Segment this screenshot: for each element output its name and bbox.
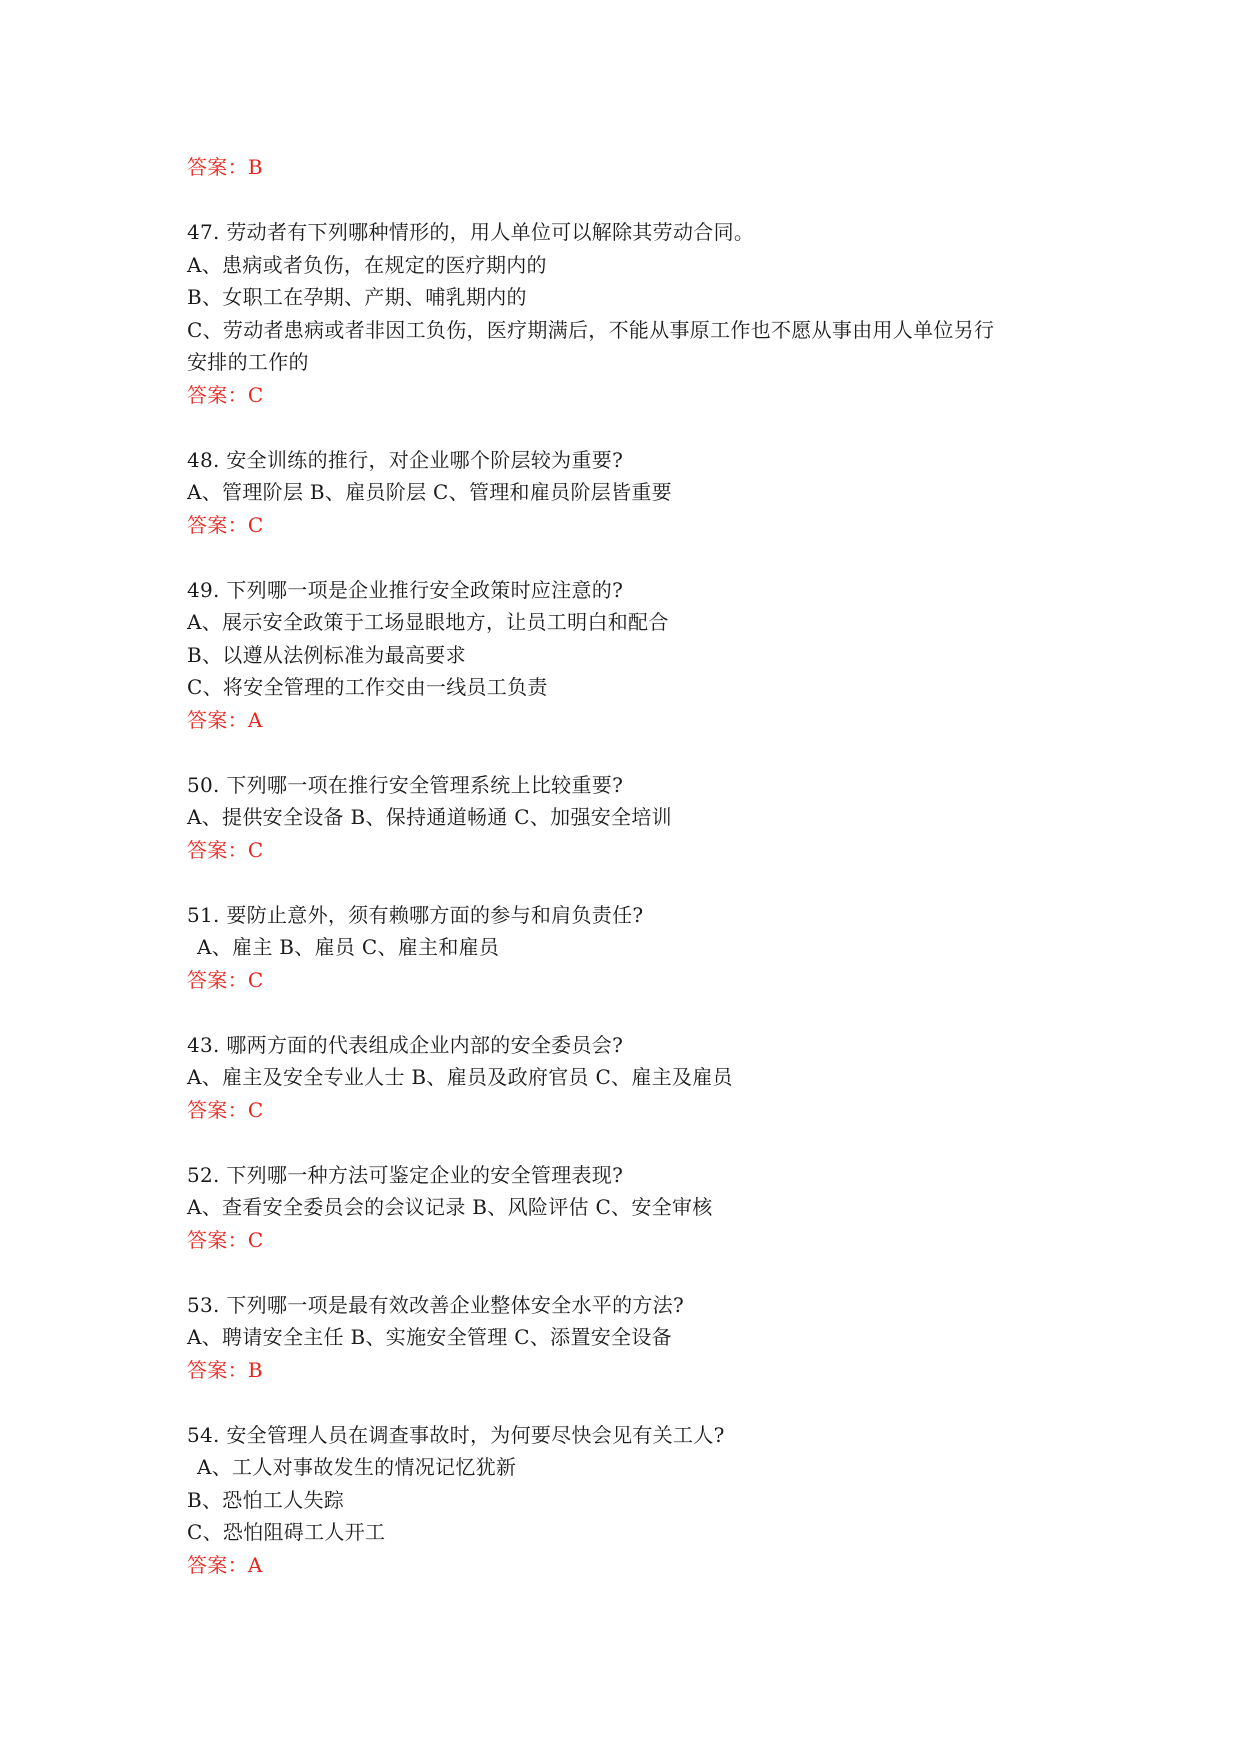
- option-line: A、聘请安全主任 B、实施安全管理 C、添置安全设备: [187, 1325, 672, 1349]
- question-block: [187, 1419, 1067, 1582]
- question-text: 53. 下列哪一项是最有效改善企业整体安全水平的方法?: [187, 1292, 684, 1317]
- block-gap: [187, 411, 1067, 444]
- option-line: C、将安全管理的工作交由一线员工负责: [187, 675, 548, 699]
- answer-line: 答案：C: [187, 512, 264, 537]
- answer-line: 答案：C: [187, 1097, 264, 1122]
- question-block: [187, 216, 1067, 411]
- answer-line: 答案：C: [187, 837, 264, 862]
- option-line: B、女职工在孕期、产期、哺乳期内的: [187, 285, 527, 309]
- block-gap: [187, 736, 1067, 769]
- question-text: 52. 下列哪一种方法可鉴定企业的安全管理表现?: [187, 1162, 624, 1187]
- option-line: C、恐怕阻碍工人开工: [187, 1520, 386, 1544]
- block-gap: [187, 996, 1067, 1029]
- option-line: A、提供安全设备 B、保持通道畅通 C、加强安全培训: [187, 805, 672, 829]
- question-block: [187, 444, 1067, 542]
- option-line: A、查看安全委员会的会议记录 B、风险评估 C、安全审核: [187, 1195, 713, 1219]
- option-line: C、劳动者患病或者非因工负伤，医疗期满后，不能从事原工作也不愿从事由用人单位另行: [187, 317, 995, 342]
- block-gap: [187, 866, 1067, 899]
- option-line: A、患病或者负伤，在规定的医疗期内的: [187, 252, 547, 277]
- option-line: A、雇主 B、雇员 C、雇主和雇员: [197, 935, 500, 959]
- question-block: [187, 899, 1067, 997]
- answer-line: 答案：A: [187, 707, 263, 732]
- question-block: [187, 1029, 1067, 1127]
- option-line: A、雇主及安全专业人士 B、雇员及政府官员 C、雇主及雇员: [187, 1065, 733, 1089]
- answer-line: 答案：C: [187, 1227, 264, 1252]
- answer-line: 答案：C: [187, 382, 264, 407]
- option-line-continuation: 安排的工作的: [187, 350, 309, 374]
- question-text: 47. 劳动者有下列哪种情形的，用人单位可以解除其劳动合同。: [187, 220, 755, 244]
- question-text: 50. 下列哪一项在推行安全管理系统上比较重要?: [187, 772, 624, 797]
- question-block: [187, 1289, 1067, 1387]
- block-gap: [187, 1256, 1067, 1289]
- answer-line: 答案：C: [187, 967, 264, 992]
- question-text: 48. 安全训练的推行，对企业哪个阶层较为重要?: [187, 447, 624, 472]
- option-line: B、恐怕工人失踪: [187, 1487, 345, 1512]
- answer-line: 答案：B: [187, 1357, 263, 1382]
- option-line: B、以遵从法例标准为最高要求: [187, 642, 466, 667]
- option-line: A、展示安全政策于工场显眼地方，让员工明白和配合: [187, 610, 669, 634]
- question-block: [187, 1159, 1067, 1257]
- question-text: 54. 安全管理人员在调查事故时，为何要尽快会见有关工人?: [187, 1422, 725, 1447]
- question-block: [187, 574, 1067, 737]
- block-gap: [187, 184, 1067, 217]
- question-text: 51. 要防止意外，须有赖哪方面的参与和肩负责任?: [187, 902, 644, 927]
- block-gap: [187, 1126, 1067, 1159]
- option-line: A、工人对事故发生的情况记忆犹新: [197, 1455, 517, 1479]
- block-gap: [187, 541, 1067, 574]
- quiz-content: [187, 151, 1067, 1581]
- answer-line: 答案：A: [187, 1552, 263, 1577]
- question-text: 43. 哪两方面的代表组成企业内部的安全委员会?: [187, 1032, 624, 1057]
- question-text: 49. 下列哪一项是企业推行安全政策时应注意的?: [187, 577, 624, 602]
- option-line: A、管理阶层 B、雇员阶层 C、管理和雇员阶层皆重要: [187, 480, 672, 504]
- question-block: [187, 769, 1067, 867]
- answer-line: 答案：B: [187, 155, 263, 179]
- block-gap: [187, 1386, 1067, 1419]
